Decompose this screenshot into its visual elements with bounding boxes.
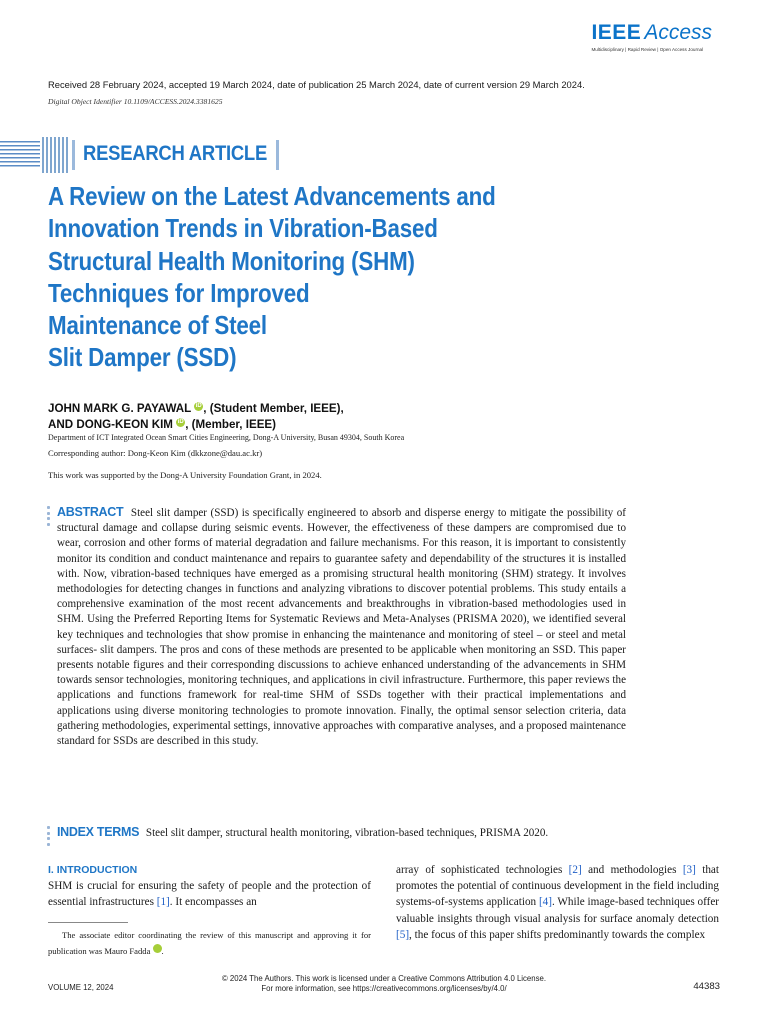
paper-title — [48, 180, 608, 374]
received-dates: Received 28 February 2024, accepted 19 March 2024, date of publication 25 March 2024, date of current version 29 March 2024. — [48, 79, 585, 90]
citation-link[interactable]: [3] — [682, 864, 696, 876]
citation-link[interactable]: [2] — [568, 864, 582, 876]
author-name: JOHN MARK G. PAYAWAL — [48, 402, 192, 415]
banner-label-box — [72, 140, 275, 170]
orcid-icon[interactable]: iD — [153, 944, 162, 953]
intro-text: that promotes the potential of continuous development in the field including systems-of-systems application — [396, 864, 719, 909]
abstract-text: Steel slit damper (SSD) is specifically engineered to absorb and disperse energy to mitigate the possibility of structural damage and collapse during seismic events. However, the effectiveness of these dampers are compromised due to wear, corrosion and other forms of material degradation and failure mechanisms. For this reason, it is important to consistently monitor its condition and conduct maintenance and repairs to guarantee safety and dependability of the structures it is installed with. Now, vibration-based techniques have emerged as a promising structural health monitoring (SHM) strategy. It involves methodologies for detecting changes in functions and analyzing vibrations to discover potential problems. This study entails a comprehensive examination of the most recent advancements and breakthroughs in vibration-based methodologies used in SHM. Using the Preferred Reporting Items for Systematic Reviews and Meta-Analyses (PRISMA 2020), we identified several key techniques and technologies that show promise in enhancing the maintenance and monitoring of steel – or steel and metal surfaces- slit dampers. The pros and cons of these methods are presented to be applicable when monitoring an SSD. This paper presents notable figures and their corresponding discussions to achieve enhanced understanding of the advancements in SHM towards sensor technologies, monitoring techniques, and applications in civil infrastructure. Furthermore, this paper reviews the applications and functions framework for real-time SHM of SSDs together with their practical implementations and applications using diverse monitoring technologies to promote innovation. Finally, the optimal sensor selection criteria, data gathering methodologies, experimental settings, innovative approaches with comparative analyses, and a proposed maintenance standard for SSDs are described in this study. — [57, 507, 626, 748]
citation-link[interactable]: [4] — [538, 896, 552, 909]
license-line[interactable]: For more information, see https://creativecommons.org/licenses/by/4.0/ — [261, 984, 507, 993]
banner-stripe — [46, 137, 48, 173]
author-list — [48, 401, 344, 433]
banner-label-cap — [276, 140, 279, 170]
banner-stripe — [66, 137, 68, 173]
index-terms-block — [57, 825, 657, 841]
orcid-icon[interactable]: iD — [177, 419, 184, 425]
intro-right-paragraph — [396, 862, 719, 943]
orcid-icon[interactable]: iD — [195, 403, 202, 409]
author-role: , (Student Member, IEEE), — [203, 402, 344, 415]
title-line: Innovation Trends in Vibration-Based — [48, 213, 438, 244]
citation-link[interactable]: [5] — [396, 928, 410, 941]
author-role: , (Member, IEEE) — [185, 418, 277, 431]
intro-text: array of sophisticated technologies — [396, 864, 569, 876]
funding-note: This work was supported by the Dong-A University Foundation Grant, in 2024. — [48, 470, 322, 480]
editor-note-text: The associate editor coordinating the review of this manuscript and approving it for publication was Mauro Fadda — [48, 930, 371, 956]
intro-text: . While image-based techniques offer valuable insights through visual analysis for surface anomaly detection — [396, 896, 720, 925]
page-number: 44383 — [693, 981, 720, 992]
title-line: Maintenance of Steel — [48, 310, 267, 341]
intro-text: , the focus of this paper shifts predominantly towards the complex — [409, 928, 706, 941]
banner-dash-lines — [0, 141, 40, 169]
intro-text: . It encompasses an — [169, 896, 257, 909]
volume-label: VOLUME 12, 2024 — [48, 983, 114, 992]
section-heading: I. INTRODUCTION — [48, 864, 138, 876]
logo-tagline: Multidisciplinary | Rapid Review | Open Access Journal — [591, 47, 704, 52]
index-terms-marker-dots — [47, 826, 51, 848]
abstract-heading: ABSTRACT — [57, 505, 124, 519]
ieee-access-logo — [591, 22, 712, 52]
index-terms-text: Steel slit damper, structural health monitoring, vibration-based techniques, PRISMA 2020. — [145, 827, 549, 839]
banner-stripe — [54, 137, 56, 173]
editor-footnote — [48, 928, 371, 959]
logo-access: Access — [644, 21, 712, 44]
license-line: © 2024 The Authors. This work is licensed under a Creative Commons Attribution 4.0 License. — [222, 974, 546, 983]
editor-note-end: . — [161, 945, 164, 956]
title-line: A Review on the Latest Advancements and — [48, 181, 496, 211]
affiliation: Department of ICT Integrated Ocean Smart Cities Engineering, Dong-A University, Busan 49304, South Korea — [48, 433, 405, 442]
intro-text: SHM is crucial for ensuring the safety of people and the protection of essential infrastructures — [48, 880, 371, 909]
title-line: Techniques for Improved — [48, 277, 310, 308]
intro-left-paragraph — [48, 878, 371, 910]
banner-stripe — [58, 137, 60, 173]
corresponding-author: Corresponding author: Dong-Keon Kim (dkkzone@dau.ac.kr) — [48, 448, 263, 458]
article-type-label: RESEARCH ARTICLE — [83, 142, 268, 165]
footnote-divider — [48, 922, 128, 923]
doi-line: Digital Object Identifier 10.1109/ACCESS.2024.3381625 — [48, 97, 223, 106]
intro-text: and methodologies — [581, 864, 683, 876]
title-line: Slit Damper (SSD) — [48, 342, 237, 373]
abstract-block — [57, 505, 626, 749]
abstract-marker-dots — [47, 506, 51, 528]
research-article-banner — [0, 137, 300, 173]
banner-stripe — [42, 137, 44, 173]
author-name: AND DONG-KEON KIM — [48, 418, 173, 431]
index-terms-heading: INDEX TERMS — [57, 825, 140, 839]
banner-stripe — [50, 137, 52, 173]
banner-stripe — [62, 137, 64, 173]
logo-ieee: IEEE — [591, 21, 642, 44]
license-notice — [48, 974, 720, 994]
citation-link[interactable]: [1] — [156, 896, 170, 909]
title-line: Structural Health Monitoring (SHM) — [48, 245, 415, 276]
